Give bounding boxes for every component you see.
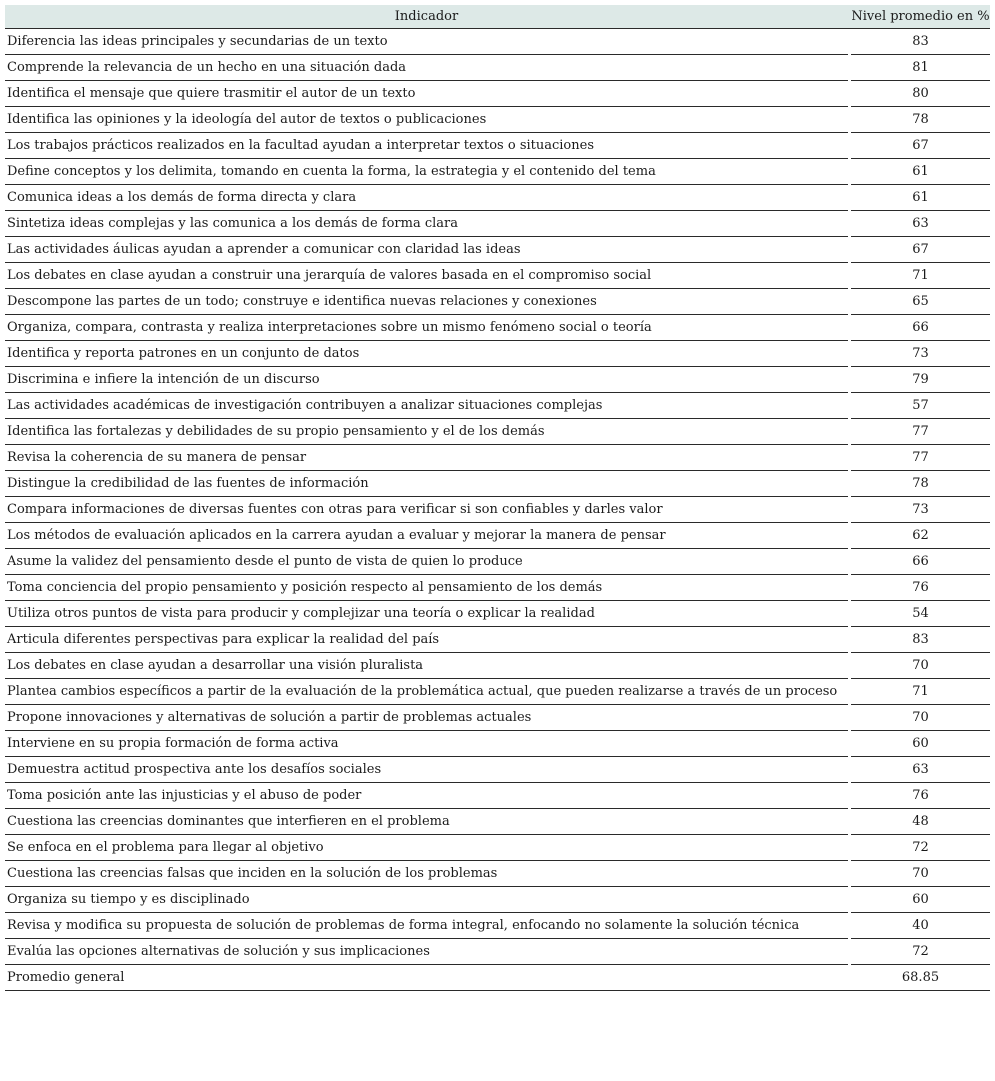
level-cell: 63 xyxy=(851,757,990,783)
level-cell: 81 xyxy=(851,55,990,81)
total-label: Promedio general xyxy=(5,965,848,991)
table-row xyxy=(5,679,990,705)
level-cell: 48 xyxy=(851,809,990,835)
level-cell: 77 xyxy=(851,419,990,445)
indicator-cell: Identifica las opiniones y la ideología del autor de textos o publicaciones xyxy=(5,107,848,133)
indicator-cell: Cuestiona las creencias falsas que inciden en la solución de los problemas xyxy=(5,861,848,887)
table-row xyxy=(5,263,990,289)
indicator-cell: Toma conciencia del propio pensamiento y posición respecto al pensamiento de los demás xyxy=(5,575,848,601)
indicator-cell: Las actividades áulicas ayudan a aprender a comunicar con claridad las ideas xyxy=(5,237,848,263)
indicator-cell: Demuestra actitud prospectiva ante los desafíos sociales xyxy=(5,757,848,783)
level-cell: 83 xyxy=(851,29,990,55)
table-row xyxy=(5,367,990,393)
level-cell: 78 xyxy=(851,471,990,497)
table-row xyxy=(5,341,990,367)
table-row xyxy=(5,107,990,133)
table-row xyxy=(5,861,990,887)
table-row xyxy=(5,731,990,757)
level-cell: 73 xyxy=(851,497,990,523)
indicator-cell: Los debates en clase ayudan a construir una jerarquía de valores basada en el compromiso social xyxy=(5,263,848,289)
level-cell: 66 xyxy=(851,315,990,341)
table-row xyxy=(5,211,990,237)
indicator-cell: Organiza, compara, contrasta y realiza interpretaciones sobre un mismo fenómeno social o teoría xyxy=(5,315,848,341)
table-row xyxy=(5,185,990,211)
table-row xyxy=(5,549,990,575)
table-row xyxy=(5,913,990,939)
table-row xyxy=(5,653,990,679)
indicator-cell: Revisa y modifica su propuesta de solución de problemas de forma integral, enfocando no solamente la solución técnica xyxy=(5,913,848,939)
level-cell: 61 xyxy=(851,159,990,185)
indicator-cell: Los trabajos prácticos realizados en la facultad ayudan a interpretar textos o situaciones xyxy=(5,133,848,159)
level-cell: 62 xyxy=(851,523,990,549)
table-row xyxy=(5,627,990,653)
table-row xyxy=(5,523,990,549)
indicator-table xyxy=(5,5,990,991)
indicator-cell: Los métodos de evaluación aplicados en la carrera ayudan a evaluar y mejorar la manera de pensar xyxy=(5,523,848,549)
indicator-cell: Organiza su tiempo y es disciplinado xyxy=(5,887,848,913)
total-row xyxy=(5,965,990,991)
level-cell: 60 xyxy=(851,887,990,913)
table-header-row xyxy=(5,5,990,29)
table-row xyxy=(5,393,990,419)
indicator-cell: Identifica las fortalezas y debilidades de su propio pensamiento y el de los demás xyxy=(5,419,848,445)
table-row xyxy=(5,497,990,523)
level-cell: 79 xyxy=(851,367,990,393)
indicator-cell: Comunica ideas a los demás de forma directa y clara xyxy=(5,185,848,211)
column-header-nivel: Nivel promedio en % xyxy=(851,5,990,29)
level-cell: 80 xyxy=(851,81,990,107)
indicator-cell: Los debates en clase ayudan a desarrollar una visión pluralista xyxy=(5,653,848,679)
table-row xyxy=(5,835,990,861)
level-cell: 66 xyxy=(851,549,990,575)
table-row xyxy=(5,445,990,471)
table-row xyxy=(5,887,990,913)
indicator-cell: Define conceptos y los delimita, tomando en cuenta la forma, la estrategia y el contenido del tema xyxy=(5,159,848,185)
level-cell: 72 xyxy=(851,939,990,965)
table-body xyxy=(5,29,990,991)
table-row xyxy=(5,55,990,81)
table-row xyxy=(5,29,990,55)
indicator-cell: Las actividades académicas de investigación contribuyen a analizar situaciones complejas xyxy=(5,393,848,419)
level-cell: 83 xyxy=(851,627,990,653)
table-row xyxy=(5,315,990,341)
indicator-cell: Utiliza otros puntos de vista para producir y complejizar una teoría o explicar la realidad xyxy=(5,601,848,627)
level-cell: 67 xyxy=(851,237,990,263)
column-header-indicador: Indicador xyxy=(5,5,848,29)
level-cell: 73 xyxy=(851,341,990,367)
indicator-cell: Toma posición ante las injusticias y el abuso de poder xyxy=(5,783,848,809)
indicator-cell: Descompone las partes de un todo; construye e identifica nuevas relaciones y conexiones xyxy=(5,289,848,315)
indicator-table-container xyxy=(5,5,990,991)
level-cell: 40 xyxy=(851,913,990,939)
indicator-cell: Distingue la credibilidad de las fuentes de información xyxy=(5,471,848,497)
table-row xyxy=(5,601,990,627)
table-row xyxy=(5,237,990,263)
level-cell: 61 xyxy=(851,185,990,211)
level-cell: 65 xyxy=(851,289,990,315)
indicator-cell: Revisa la coherencia de su manera de pensar xyxy=(5,445,848,471)
level-cell: 78 xyxy=(851,107,990,133)
indicator-cell: Propone innovaciones y alternativas de solución a partir de problemas actuales xyxy=(5,705,848,731)
level-cell: 57 xyxy=(851,393,990,419)
table-row xyxy=(5,809,990,835)
table-row xyxy=(5,575,990,601)
table-row xyxy=(5,939,990,965)
indicator-cell: Asume la validez del pensamiento desde el punto de vista de quien lo produce xyxy=(5,549,848,575)
indicator-cell: Interviene en su propia formación de forma activa xyxy=(5,731,848,757)
indicator-cell: Cuestiona las creencias dominantes que interfieren en el problema xyxy=(5,809,848,835)
indicator-cell: Identifica el mensaje que quiere trasmitir el autor de un texto xyxy=(5,81,848,107)
level-cell: 54 xyxy=(851,601,990,627)
indicator-cell: Compara informaciones de diversas fuentes con otras para verificar si son confiables y darles valor xyxy=(5,497,848,523)
level-cell: 71 xyxy=(851,679,990,705)
indicator-cell: Diferencia las ideas principales y secundarias de un texto xyxy=(5,29,848,55)
indicator-cell: Se enfoca en el problema para llegar al objetivo xyxy=(5,835,848,861)
indicator-cell: Identifica y reporta patrones en un conjunto de datos xyxy=(5,341,848,367)
indicator-cell: Discrimina e infiere la intención de un discurso xyxy=(5,367,848,393)
indicator-cell: Comprende la relevancia de un hecho en una situación dada xyxy=(5,55,848,81)
table-row xyxy=(5,783,990,809)
indicator-cell: Plantea cambios específicos a partir de la evaluación de la problemática actual, que pueden realizarse a través de un proceso xyxy=(5,679,848,705)
total-value: 68.85 xyxy=(851,965,990,991)
level-cell: 67 xyxy=(851,133,990,159)
level-cell: 77 xyxy=(851,445,990,471)
table-row xyxy=(5,705,990,731)
level-cell: 76 xyxy=(851,575,990,601)
table-row xyxy=(5,159,990,185)
table-row xyxy=(5,419,990,445)
indicator-cell: Articula diferentes perspectivas para explicar la realidad del país xyxy=(5,627,848,653)
table-row xyxy=(5,289,990,315)
level-cell: 70 xyxy=(851,861,990,887)
indicator-cell: Evalúa las opciones alternativas de solución y sus implicaciones xyxy=(5,939,848,965)
level-cell: 70 xyxy=(851,653,990,679)
level-cell: 63 xyxy=(851,211,990,237)
table-row xyxy=(5,757,990,783)
level-cell: 70 xyxy=(851,705,990,731)
table-row xyxy=(5,471,990,497)
table-row xyxy=(5,81,990,107)
level-cell: 71 xyxy=(851,263,990,289)
level-cell: 76 xyxy=(851,783,990,809)
level-cell: 72 xyxy=(851,835,990,861)
level-cell: 60 xyxy=(851,731,990,757)
indicator-cell: Sintetiza ideas complejas y las comunica a los demás de forma clara xyxy=(5,211,848,237)
table-row xyxy=(5,133,990,159)
